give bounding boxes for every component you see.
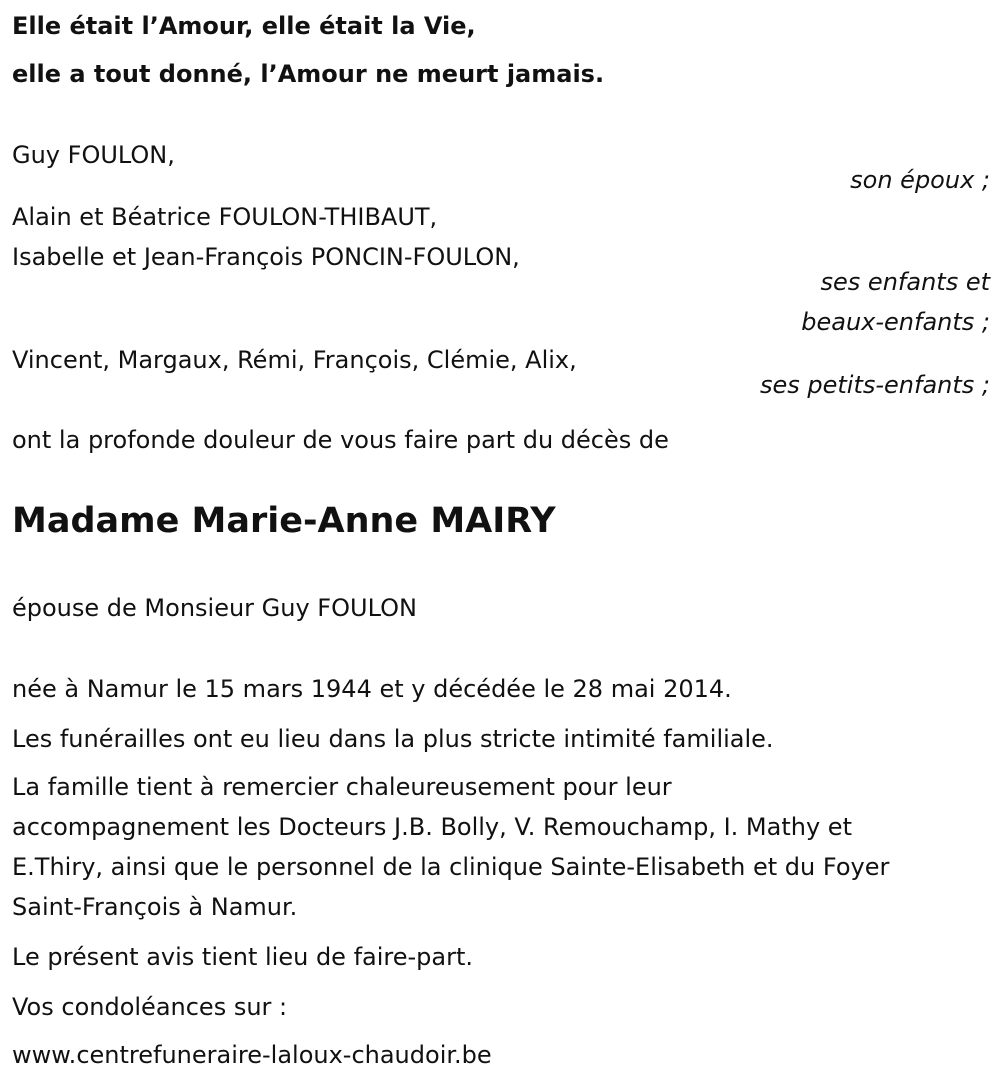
spouse-name: Guy FOULON,	[12, 141, 175, 169]
thanks-line-2: accompagnement les Docteurs J.B. Bolly, V. Remouchamp, I. Mathy et	[12, 813, 852, 841]
epigraph-line-2: elle a tout donné, l’Amour ne meurt jamais.	[12, 60, 605, 88]
spouse-role: son époux ;	[850, 166, 990, 194]
grandchildren-role: ses petits-enfants ;	[759, 371, 990, 399]
children-role-1: ses enfants et	[820, 268, 990, 296]
funeral-info: Les funérailles ont eu lieu dans la plus stricte intimité familiale.	[12, 725, 774, 753]
thanks-line-1: La famille tient à remercier chaleureusement pour leur	[12, 773, 672, 801]
thanks-line-3: E.Thiry, ainsi que le personnel de la clinique Sainte-Elisabeth et du Foyer	[12, 853, 890, 881]
deceased-name: Madame Marie-Anne MAIRY	[12, 501, 556, 541]
children-role-2: beaux-enfants ;	[801, 308, 990, 336]
spouse-of: épouse de Monsieur Guy FOULON	[12, 594, 417, 622]
children-line-1: Alain et Béatrice FOULON-THIBAUT,	[12, 203, 438, 231]
announcement: ont la profonde douleur de vous faire part du décès de	[12, 426, 669, 454]
thanks-line-4: Saint-François à Namur.	[12, 893, 298, 921]
condolences-label: Vos condoléances sur :	[12, 993, 288, 1021]
dates: née à Namur le 15 mars 1944 et y décédée le 28 mai 2014.	[12, 675, 732, 703]
grandchildren: Vincent, Margaux, Rémi, François, Clémie, Alix,	[12, 346, 577, 374]
children-line-2: Isabelle et Jean-François PONCIN-FOULON,	[12, 243, 520, 271]
epigraph-line-1: Elle était l’Amour, elle était la Vie,	[12, 12, 476, 40]
notice: Le présent avis tient lieu de faire-part.	[12, 943, 474, 971]
website-link[interactable]: www.centrefuneraire-laloux-chaudoir.be	[12, 1041, 492, 1069]
